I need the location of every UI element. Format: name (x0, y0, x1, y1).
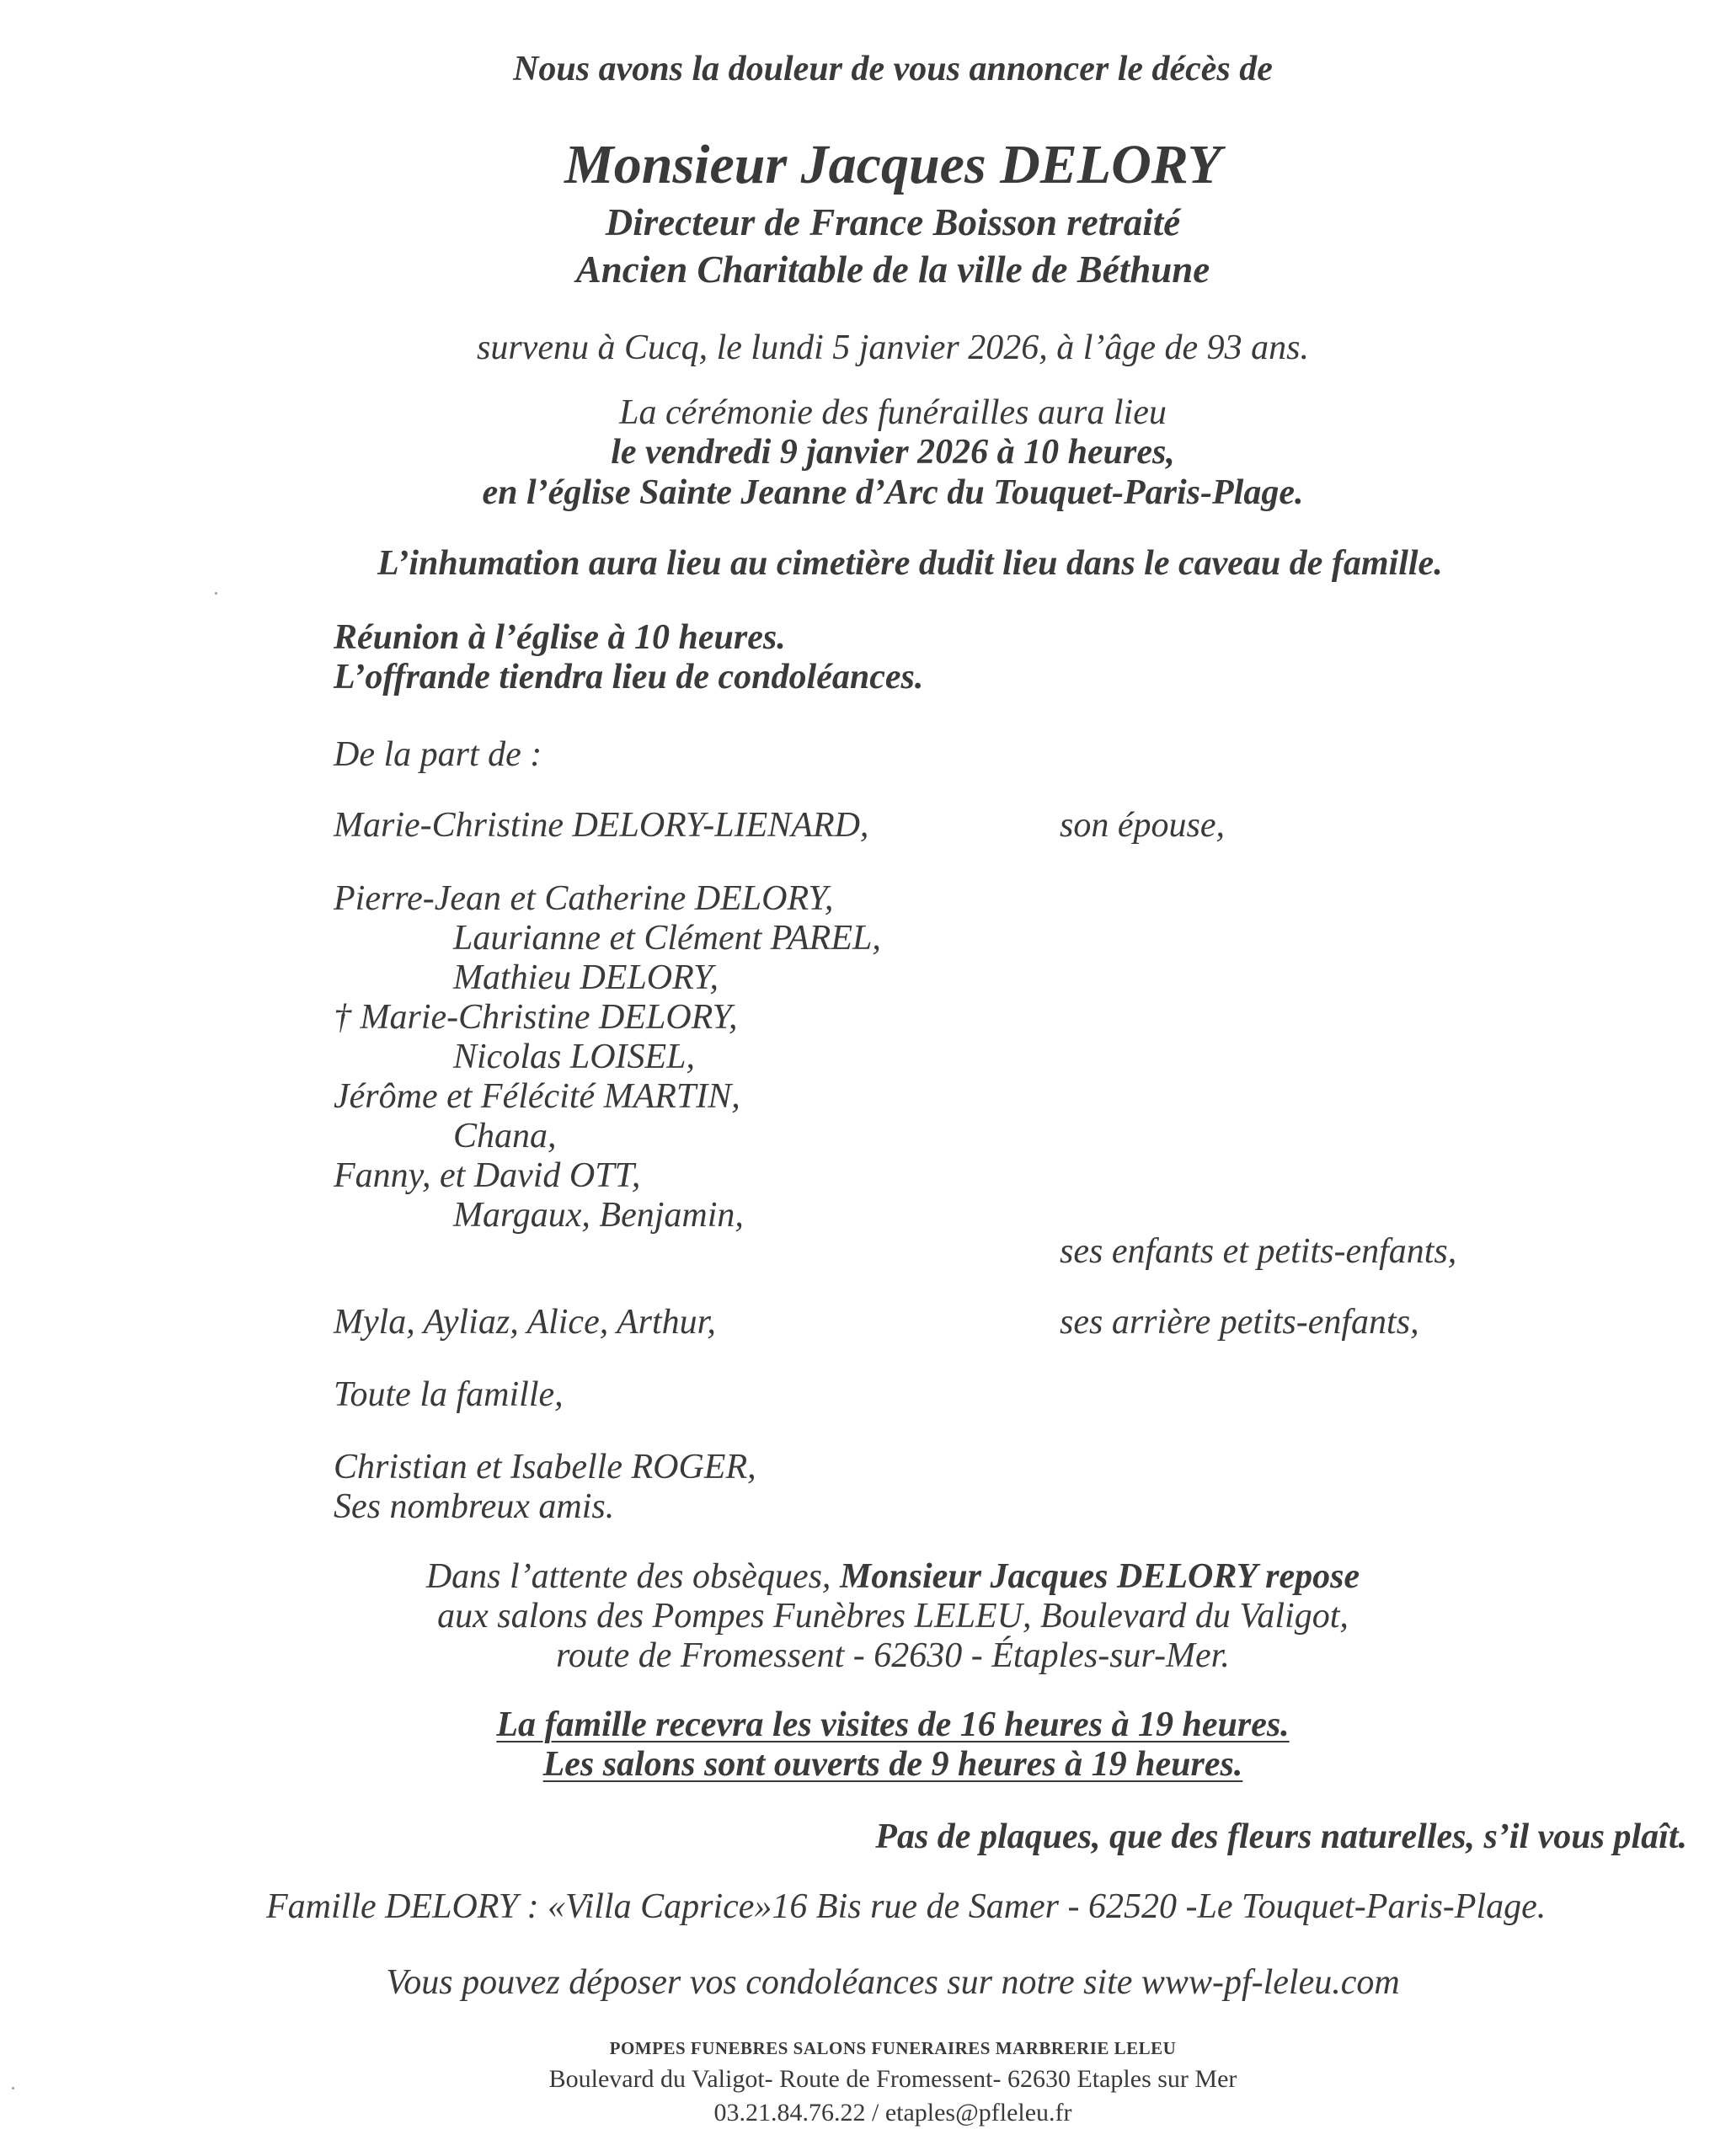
scan-speck (215, 592, 217, 595)
footer-company: POMPES FUNEBRES SALONS FUNERAIRES MARBRERIE LELEU (609, 2038, 1177, 2058)
family-member: Fanny, et David OTT, (334, 1156, 641, 1195)
footer-contact: 03.21.84.76.22 / etaples@pfleleu.fr (713, 2099, 1072, 2127)
rest-line-1 (0, 1556, 1731, 1597)
visits-line-2 (0, 1744, 1731, 1785)
death-details: survenu à Cucq, le lundi 5 janvier 2026, à l’âge de 93 ans. (476, 328, 1310, 367)
family-member: Laurianne et Clément PAREL, (453, 919, 881, 958)
ceremony-line-3: en l’église Sainte Jeanne d’Arc du Touquet-Paris-Plage. (482, 473, 1304, 512)
great-grandchildren-relation: ses arrière petits-enfants, (1060, 1303, 1419, 1342)
family-member: Margaux, Benjamin, (453, 1196, 744, 1235)
family-member: Nicolas LOISEL, (453, 1038, 696, 1076)
visits-line-1 (0, 1705, 1731, 1745)
intro-line: Nous avons la douleur de vous annoncer le décès de (513, 50, 1273, 88)
family-member: Mathieu DELORY, (453, 958, 719, 997)
scan-speck (12, 2087, 14, 2089)
children-relation: ses enfants et petits-enfants, (1060, 1232, 1457, 1271)
visits-line-2-text: Les salons sont ouverts de 9 heures à 19 heures. (542, 1745, 1243, 1784)
all-family-line: Toute la famille, (334, 1375, 564, 1414)
burial-line: L’inhumation aura lieu au cimetière dudit lieu dans le caveau de famille. (377, 544, 1443, 583)
great-grandchildren-names: Myla, Ayliaz, Alice, Arthur, (334, 1303, 716, 1342)
deceased-title-2: Ancien Charitable de la ville de Béthune (575, 248, 1210, 291)
friends-line-1: Christian et Isabelle ROGER, (334, 1448, 756, 1486)
meeting-line-1: Réunion à l’église à 10 heures. (334, 618, 786, 657)
ceremony-line-2: le vendredi 9 janvier 2026 à 10 heures, (611, 433, 1175, 472)
rest-line-3: route de Fromessent - 62630 - Étaples-sur-Mer. (556, 1636, 1230, 1675)
spouse-name: Marie-Christine DELORY-LIENARD, (334, 806, 869, 845)
meeting-line-2: L’offrande tiendra lieu de condoléances. (334, 658, 924, 696)
family-member: † Marie-Christine DELORY, (334, 998, 738, 1037)
from-label: De la part de : (334, 735, 542, 774)
family-member: Chana, (453, 1117, 557, 1155)
rest-line-1-text: Dans l’attente des obsèques, (425, 1557, 840, 1596)
footer-address: Boulevard du Valigot- Route de Fromessent- 62630 Etaples sur Mer (548, 2065, 1237, 2093)
deceased-name: Monsieur Jacques DELORY (564, 134, 1221, 195)
deceased-title-1: Directeur de France Boisson retraité (605, 201, 1181, 243)
rest-line-2: aux salons des Pompes Funèbres LELEU, Boulevard du Valigot, (437, 1597, 1349, 1636)
rest-line-1-bold: Monsieur Jacques DELORY repose (839, 1557, 1360, 1596)
ceremony-line-1: La cérémonie des funérailles aura lieu (619, 393, 1167, 432)
flowers-line: Pas de plaques, que des fleurs naturelles, s’il vous plaît. (875, 1817, 1687, 1856)
family-member: Jérôme et Félécité MARTIN, (334, 1077, 740, 1116)
condolences-line: Vous pouvez déposer vos condoléances sur notre site www-pf-leleu.com (386, 1963, 1400, 2002)
family-address: Famille DELORY : «Villa Caprice»16 Bis rue de Samer - 62520 -Le Touquet-Paris-Plage. (266, 1887, 1547, 1926)
friends-line-2: Ses nombreux amis. (334, 1487, 615, 1526)
family-member: Pierre-Jean et Catherine DELORY, (334, 879, 834, 918)
spouse-relation: son épouse, (1060, 806, 1225, 845)
visits-line-1-text: La famille recevra les visites de 16 heures à 19 heures. (496, 1705, 1290, 1744)
